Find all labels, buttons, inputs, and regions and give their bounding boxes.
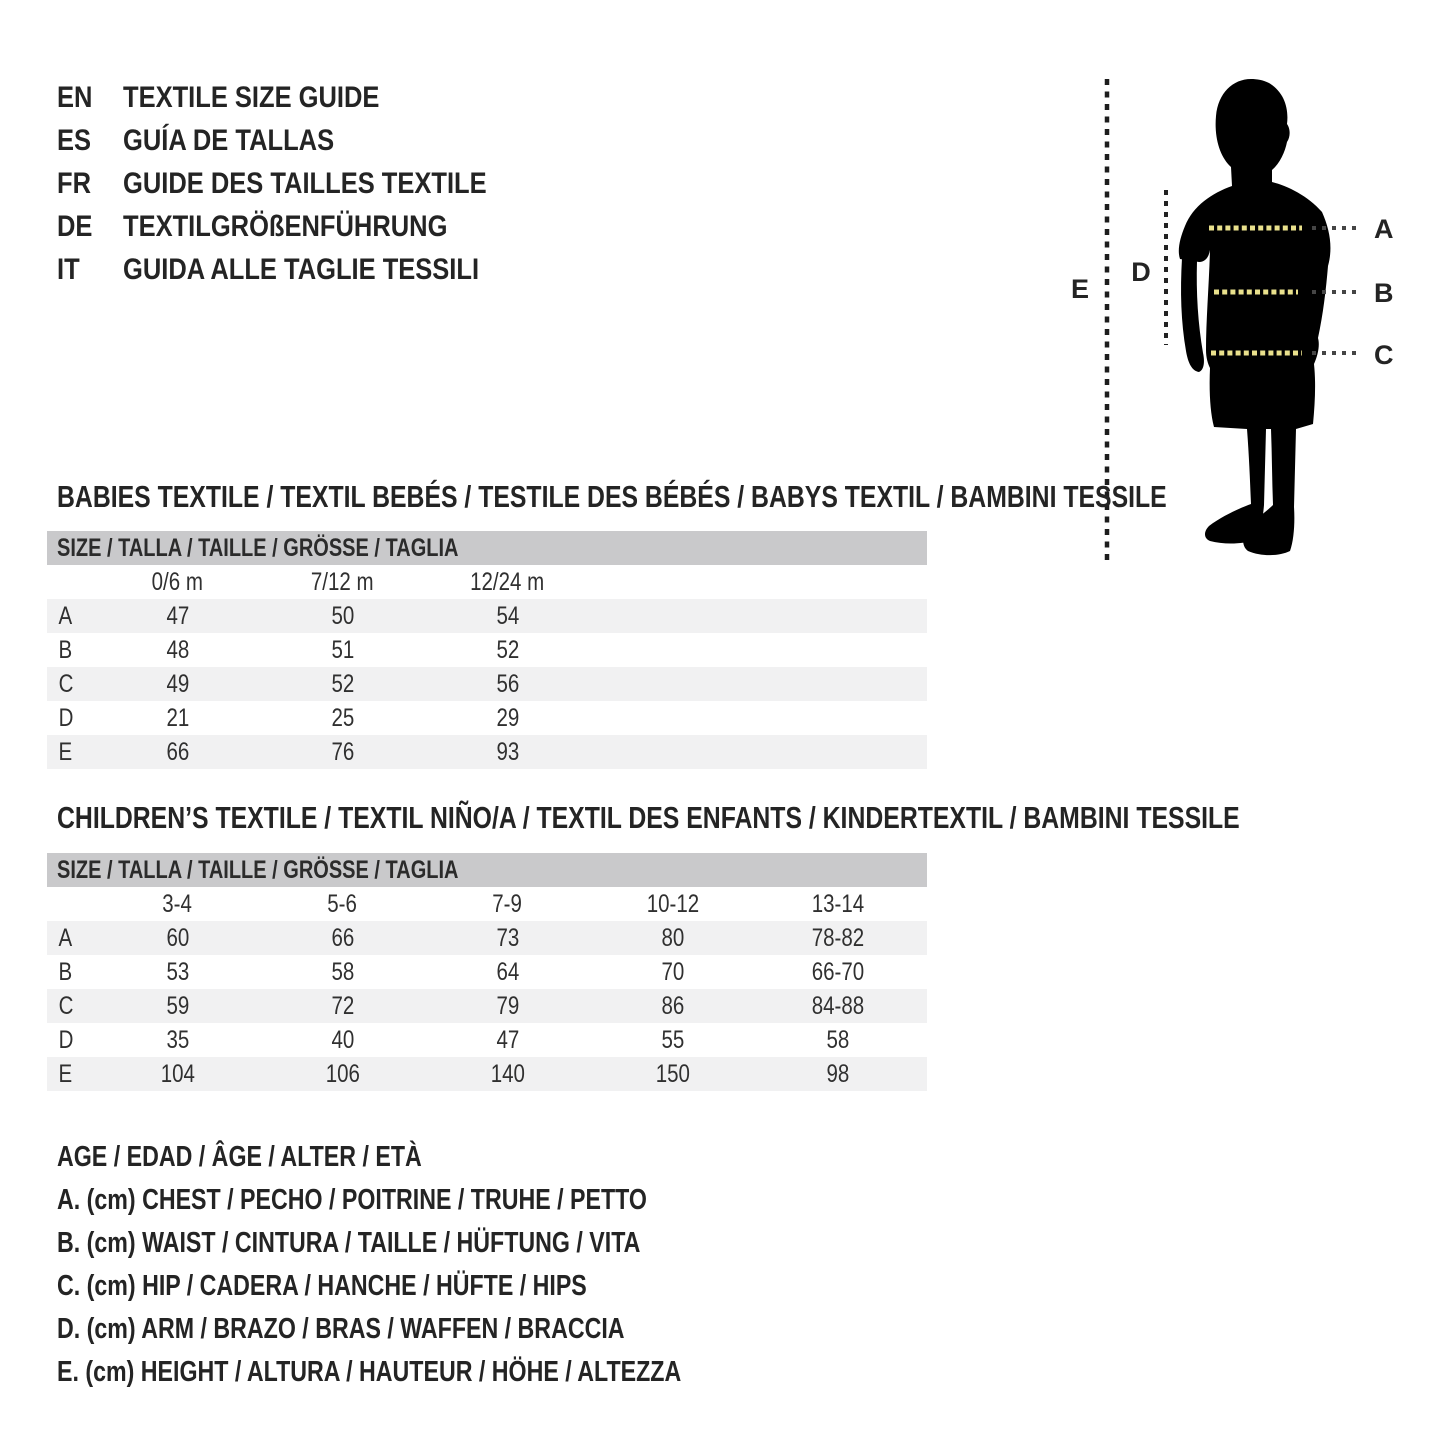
children-section-title: CHILDREN’S TEXTILE / TEXTIL NIÑO/A / TEXTIL DES ENFANTS / KINDERTEXTIL / BAMBINI TESSILE bbox=[57, 800, 1240, 835]
table-cell: 25 bbox=[331, 703, 354, 732]
table-cell: 64 bbox=[496, 957, 519, 986]
table-cell: 47 bbox=[166, 601, 189, 630]
legend-line-height: E. (cm) HEIGHT / ALTURA / HAUTEUR / HÖHE / ALTEZZA bbox=[57, 1356, 682, 1388]
column-header: 5-6 bbox=[327, 889, 358, 918]
row-label: A bbox=[58, 601, 73, 630]
table-cell: 150 bbox=[655, 1059, 690, 1088]
column-header: 3-4 bbox=[162, 889, 193, 918]
language-code: IT bbox=[57, 253, 80, 286]
table-cell: 98 bbox=[826, 1059, 849, 1088]
table-cell: 58 bbox=[331, 957, 354, 986]
table-cell: 70 bbox=[661, 957, 684, 986]
figure-label-e: E bbox=[1070, 274, 1090, 304]
row-label: E bbox=[58, 737, 73, 766]
language-title: GUÍA DE TALLAS bbox=[123, 124, 335, 157]
table-cell: 76 bbox=[331, 737, 354, 766]
table-cell: 29 bbox=[496, 703, 519, 732]
table-cell: 53 bbox=[166, 957, 189, 986]
row-label: D bbox=[58, 1025, 74, 1054]
row-label: D bbox=[58, 703, 74, 732]
language-title-list bbox=[57, 76, 657, 291]
table-row-d bbox=[47, 701, 927, 735]
table-cell: 51 bbox=[331, 635, 354, 664]
figure-label-c: C bbox=[1374, 340, 1394, 370]
figure-label-d: D bbox=[1131, 257, 1151, 287]
table-cell: 106 bbox=[325, 1059, 360, 1088]
column-header: 0/6 m bbox=[151, 567, 204, 596]
table-cell: 56 bbox=[496, 669, 519, 698]
children-size-header-bar: SIZE / TALLA / TAILLE / GRÖSSE / TAGLIA bbox=[47, 853, 927, 887]
language-code: FR bbox=[57, 167, 91, 200]
column-header: 10-12 bbox=[646, 889, 699, 918]
legend-line-age: AGE / EDAD / ÂGE / ALTER / ETÀ bbox=[57, 1141, 422, 1173]
table-cell: 58 bbox=[826, 1025, 849, 1054]
row-label: C bbox=[58, 991, 74, 1020]
language-title: GUIDE DES TAILLES TEXTILE bbox=[123, 167, 487, 200]
table-row-a bbox=[47, 599, 927, 633]
language-title: GUIDA ALLE TAGLIE TESSILI bbox=[123, 253, 480, 286]
children-size-table bbox=[47, 853, 927, 1091]
table-cell: 55 bbox=[661, 1025, 684, 1054]
figure-label-b: B bbox=[1374, 278, 1394, 308]
table-cell: 52 bbox=[496, 635, 519, 664]
legend-line-arm: D. (cm) ARM / BRAZO / BRAS / WAFFEN / BRACCIA bbox=[57, 1313, 625, 1345]
table-row-c bbox=[47, 667, 927, 701]
row-label: A bbox=[58, 923, 73, 952]
table-row-e bbox=[47, 1057, 927, 1091]
table-cell: 93 bbox=[496, 737, 519, 766]
table-cell: 66 bbox=[331, 923, 354, 952]
table-cell: 73 bbox=[496, 923, 519, 952]
table-cell: 86 bbox=[661, 991, 684, 1020]
babies-column-header-row bbox=[47, 565, 927, 599]
table-cell: 52 bbox=[331, 669, 354, 698]
column-header: 12/24 m bbox=[470, 567, 545, 596]
table-cell: 78-82 bbox=[811, 923, 864, 952]
table-cell: 60 bbox=[166, 923, 189, 952]
language-row-fr bbox=[57, 162, 657, 205]
language-row-de bbox=[57, 205, 657, 248]
child-silhouette-left-arm bbox=[1181, 258, 1204, 372]
table-cell: 66 bbox=[166, 737, 189, 766]
babies-size-header-bar: SIZE / TALLA / TAILLE / GRÖSSE / TAGLIA bbox=[47, 531, 927, 565]
row-label: E bbox=[58, 1059, 73, 1088]
row-label: C bbox=[58, 669, 74, 698]
table-row-d bbox=[47, 1023, 927, 1057]
column-header: 13-14 bbox=[811, 889, 864, 918]
table-cell: 72 bbox=[331, 991, 354, 1020]
table-cell: 80 bbox=[661, 923, 684, 952]
table-row-b bbox=[47, 633, 927, 667]
table-row-b bbox=[47, 955, 927, 989]
children-column-header-row bbox=[47, 887, 927, 921]
language-row-it bbox=[57, 248, 657, 291]
legend-line-chest: A. (cm) CHEST / PECHO / POITRINE / TRUHE / PETTO bbox=[57, 1184, 647, 1216]
row-label: B bbox=[58, 957, 73, 986]
legend-line-waist: B. (cm) WAIST / CINTURA / TAILLE / HÜFTUNG / VITA bbox=[57, 1227, 641, 1259]
measurement-legend bbox=[57, 1136, 837, 1394]
row-label: B bbox=[58, 635, 73, 664]
table-row-e bbox=[47, 735, 927, 769]
table-cell: 140 bbox=[490, 1059, 525, 1088]
table-cell: 50 bbox=[331, 601, 354, 630]
language-title: TEXTILGRÖßENFÜHRUNG bbox=[123, 210, 448, 243]
language-title: TEXTILE SIZE GUIDE bbox=[123, 81, 380, 114]
table-cell: 84-88 bbox=[811, 991, 864, 1020]
column-header: 7/12 m bbox=[311, 567, 374, 596]
table-row-a bbox=[47, 921, 927, 955]
table-row-c bbox=[47, 989, 927, 1023]
table-cell: 104 bbox=[160, 1059, 195, 1088]
table-cell: 59 bbox=[166, 991, 189, 1020]
table-cell: 35 bbox=[166, 1025, 189, 1054]
babies-section-title: BABIES TEXTILE / TEXTIL BEBÉS / TESTILE DES BÉBÉS / BABYS TEXTIL / BAMBINI TESSILE bbox=[57, 479, 1167, 514]
table-cell: 21 bbox=[166, 703, 189, 732]
table-cell: 47 bbox=[496, 1025, 519, 1054]
language-row-en bbox=[57, 76, 657, 119]
table-cell: 54 bbox=[496, 601, 519, 630]
language-code: ES bbox=[57, 124, 92, 157]
table-cell: 40 bbox=[331, 1025, 354, 1054]
figure-label-a: A bbox=[1374, 214, 1394, 244]
language-code: EN bbox=[57, 81, 93, 114]
language-row-es bbox=[57, 119, 657, 162]
table-cell: 49 bbox=[166, 669, 189, 698]
column-header: 7-9 bbox=[492, 889, 523, 918]
table-cell: 79 bbox=[496, 991, 519, 1020]
legend-line-hip: C. (cm) HIP / CADERA / HANCHE / HÜFTE / HIPS bbox=[57, 1270, 587, 1302]
table-cell: 66-70 bbox=[811, 957, 864, 986]
language-code: DE bbox=[57, 210, 93, 243]
table-cell: 48 bbox=[166, 635, 189, 664]
babies-size-table bbox=[47, 531, 927, 769]
